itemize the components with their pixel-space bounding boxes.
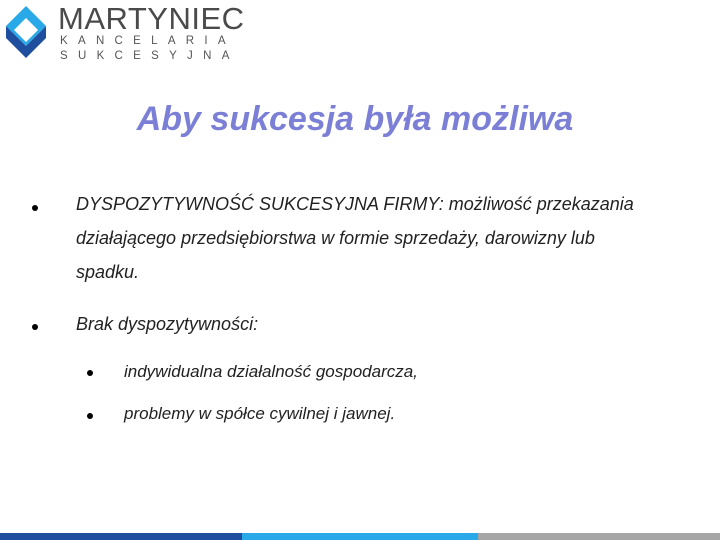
bullet-text-1: DYSPOZYTYWNOŚĆ SUKCESYJNA FIRMY: możliwość przekazania działającego przedsiębiorstwa w formie sprzedaży, darowizny lub spadku. [76,194,634,282]
sub-bullet-text-2: problemy w spółce cywilnej i jawnej. [124,404,396,423]
company-logo [4,1,245,64]
bullet-dot [32,205,38,211]
sub-bullet-dot [87,413,93,419]
footer-color-bar [0,533,720,540]
bullet-dot [32,324,38,330]
logo-name: MARTYNIEC [58,1,245,36]
footer-segment-gray [478,533,720,540]
sub-bullet-dot [87,370,93,376]
logo-mark-icon [4,4,48,60]
bullet-text-2: Brak dyspozytywności: [76,314,259,334]
logo-subtitle-line-1: KANCELARIA [60,35,236,47]
footer-segment-dark-blue [0,533,242,540]
logo-subtitle-line-2: SUKCESYJNA [60,50,240,62]
sub-bullet-text-1: indywidualna działalność gospodarcza, [124,362,418,381]
footer-segment-light-blue [242,533,478,540]
slide-title: Aby sukcesja była możliwa [136,100,574,138]
